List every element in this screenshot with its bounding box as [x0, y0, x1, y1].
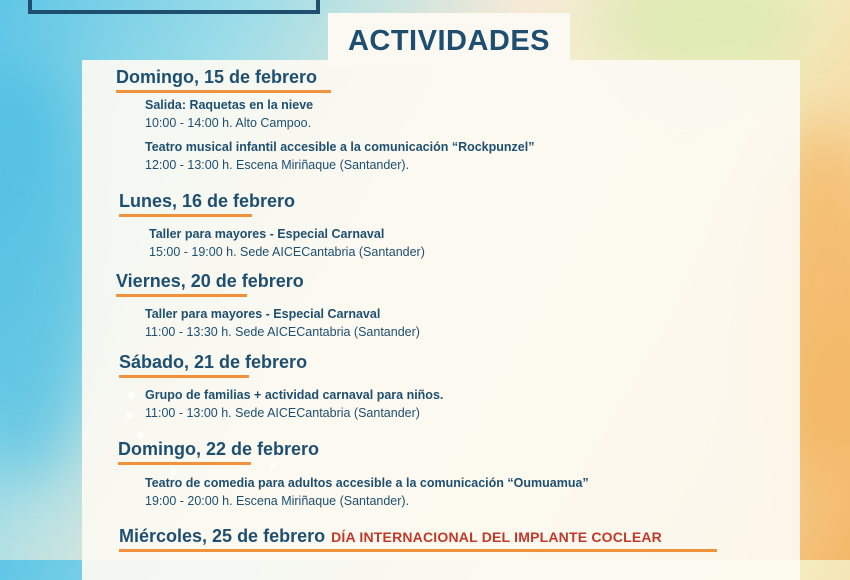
- activity-detail: 10:00 - 14:00 h. Alto Campoo.: [145, 116, 312, 130]
- page-title: ACTIVIDADES: [347, 24, 551, 57]
- day-header: Viernes, 20 de febrero: [116, 271, 304, 291]
- activity-title: Teatro musical infantil accesible a la comunicación “Rockpunzel”: [145, 140, 535, 154]
- activity-item: [149, 227, 425, 259]
- activity-title: Salida: Raquetas en la nieve: [145, 98, 314, 112]
- activity-detail: 12:00 - 13:00 h. Escena Miriñaque (Santander).: [145, 158, 410, 172]
- day-section: [116, 67, 331, 93]
- day-header: [119, 526, 717, 547]
- activity-title: Grupo de familias + actividad carnaval para niños.: [145, 388, 444, 402]
- day-header: Domingo, 15 de febrero: [116, 67, 318, 87]
- activity-detail: 15:00 - 19:00 h. Sede AICECantabria (Santander): [149, 245, 425, 259]
- activity-item: [145, 476, 589, 508]
- activity-item: [145, 307, 420, 339]
- day-section: [119, 352, 307, 378]
- header-frame: [28, 0, 320, 14]
- day-section: [118, 439, 319, 465]
- day-section: [119, 191, 295, 217]
- activity-title: Taller para mayores - Especial Carnaval: [145, 307, 381, 321]
- day-underline: [116, 90, 331, 93]
- activity-detail: 19:00 - 20:00 h. Escena Miriñaque (Santander).: [145, 494, 410, 508]
- title-box: [328, 13, 570, 69]
- activity-title: Teatro de comedia para adultos accesible a la comunicación “Oumuamua”: [145, 476, 589, 490]
- day-underline: [116, 294, 247, 297]
- day-underline: [119, 214, 252, 217]
- day-section: [119, 526, 717, 552]
- activity-detail: 11:00 - 13:30 h. Sede AICECantabria (Santander): [145, 325, 420, 339]
- day-header: Domingo, 22 de febrero: [118, 439, 320, 459]
- day-header: Sábado, 21 de febrero: [119, 352, 308, 372]
- activity-item: [145, 388, 443, 420]
- day-section: [116, 271, 304, 297]
- activity-item: [145, 140, 534, 172]
- day-underline: [119, 375, 249, 378]
- activity-detail: 11:00 - 13:00 h. Sede AICECantabria (Santander): [145, 406, 420, 420]
- day-date: Miércoles, 25 de febrero: [119, 526, 326, 546]
- special-day-label: DÍA INTERNACIONAL DEL IMPLANTE COCLEAR: [331, 529, 662, 545]
- activity-title: Taller para mayores - Especial Carnaval: [149, 227, 385, 241]
- day-underline: [118, 462, 251, 465]
- day-underline: [119, 549, 717, 552]
- day-header: Lunes, 16 de febrero: [119, 191, 296, 211]
- activity-item: [145, 98, 313, 130]
